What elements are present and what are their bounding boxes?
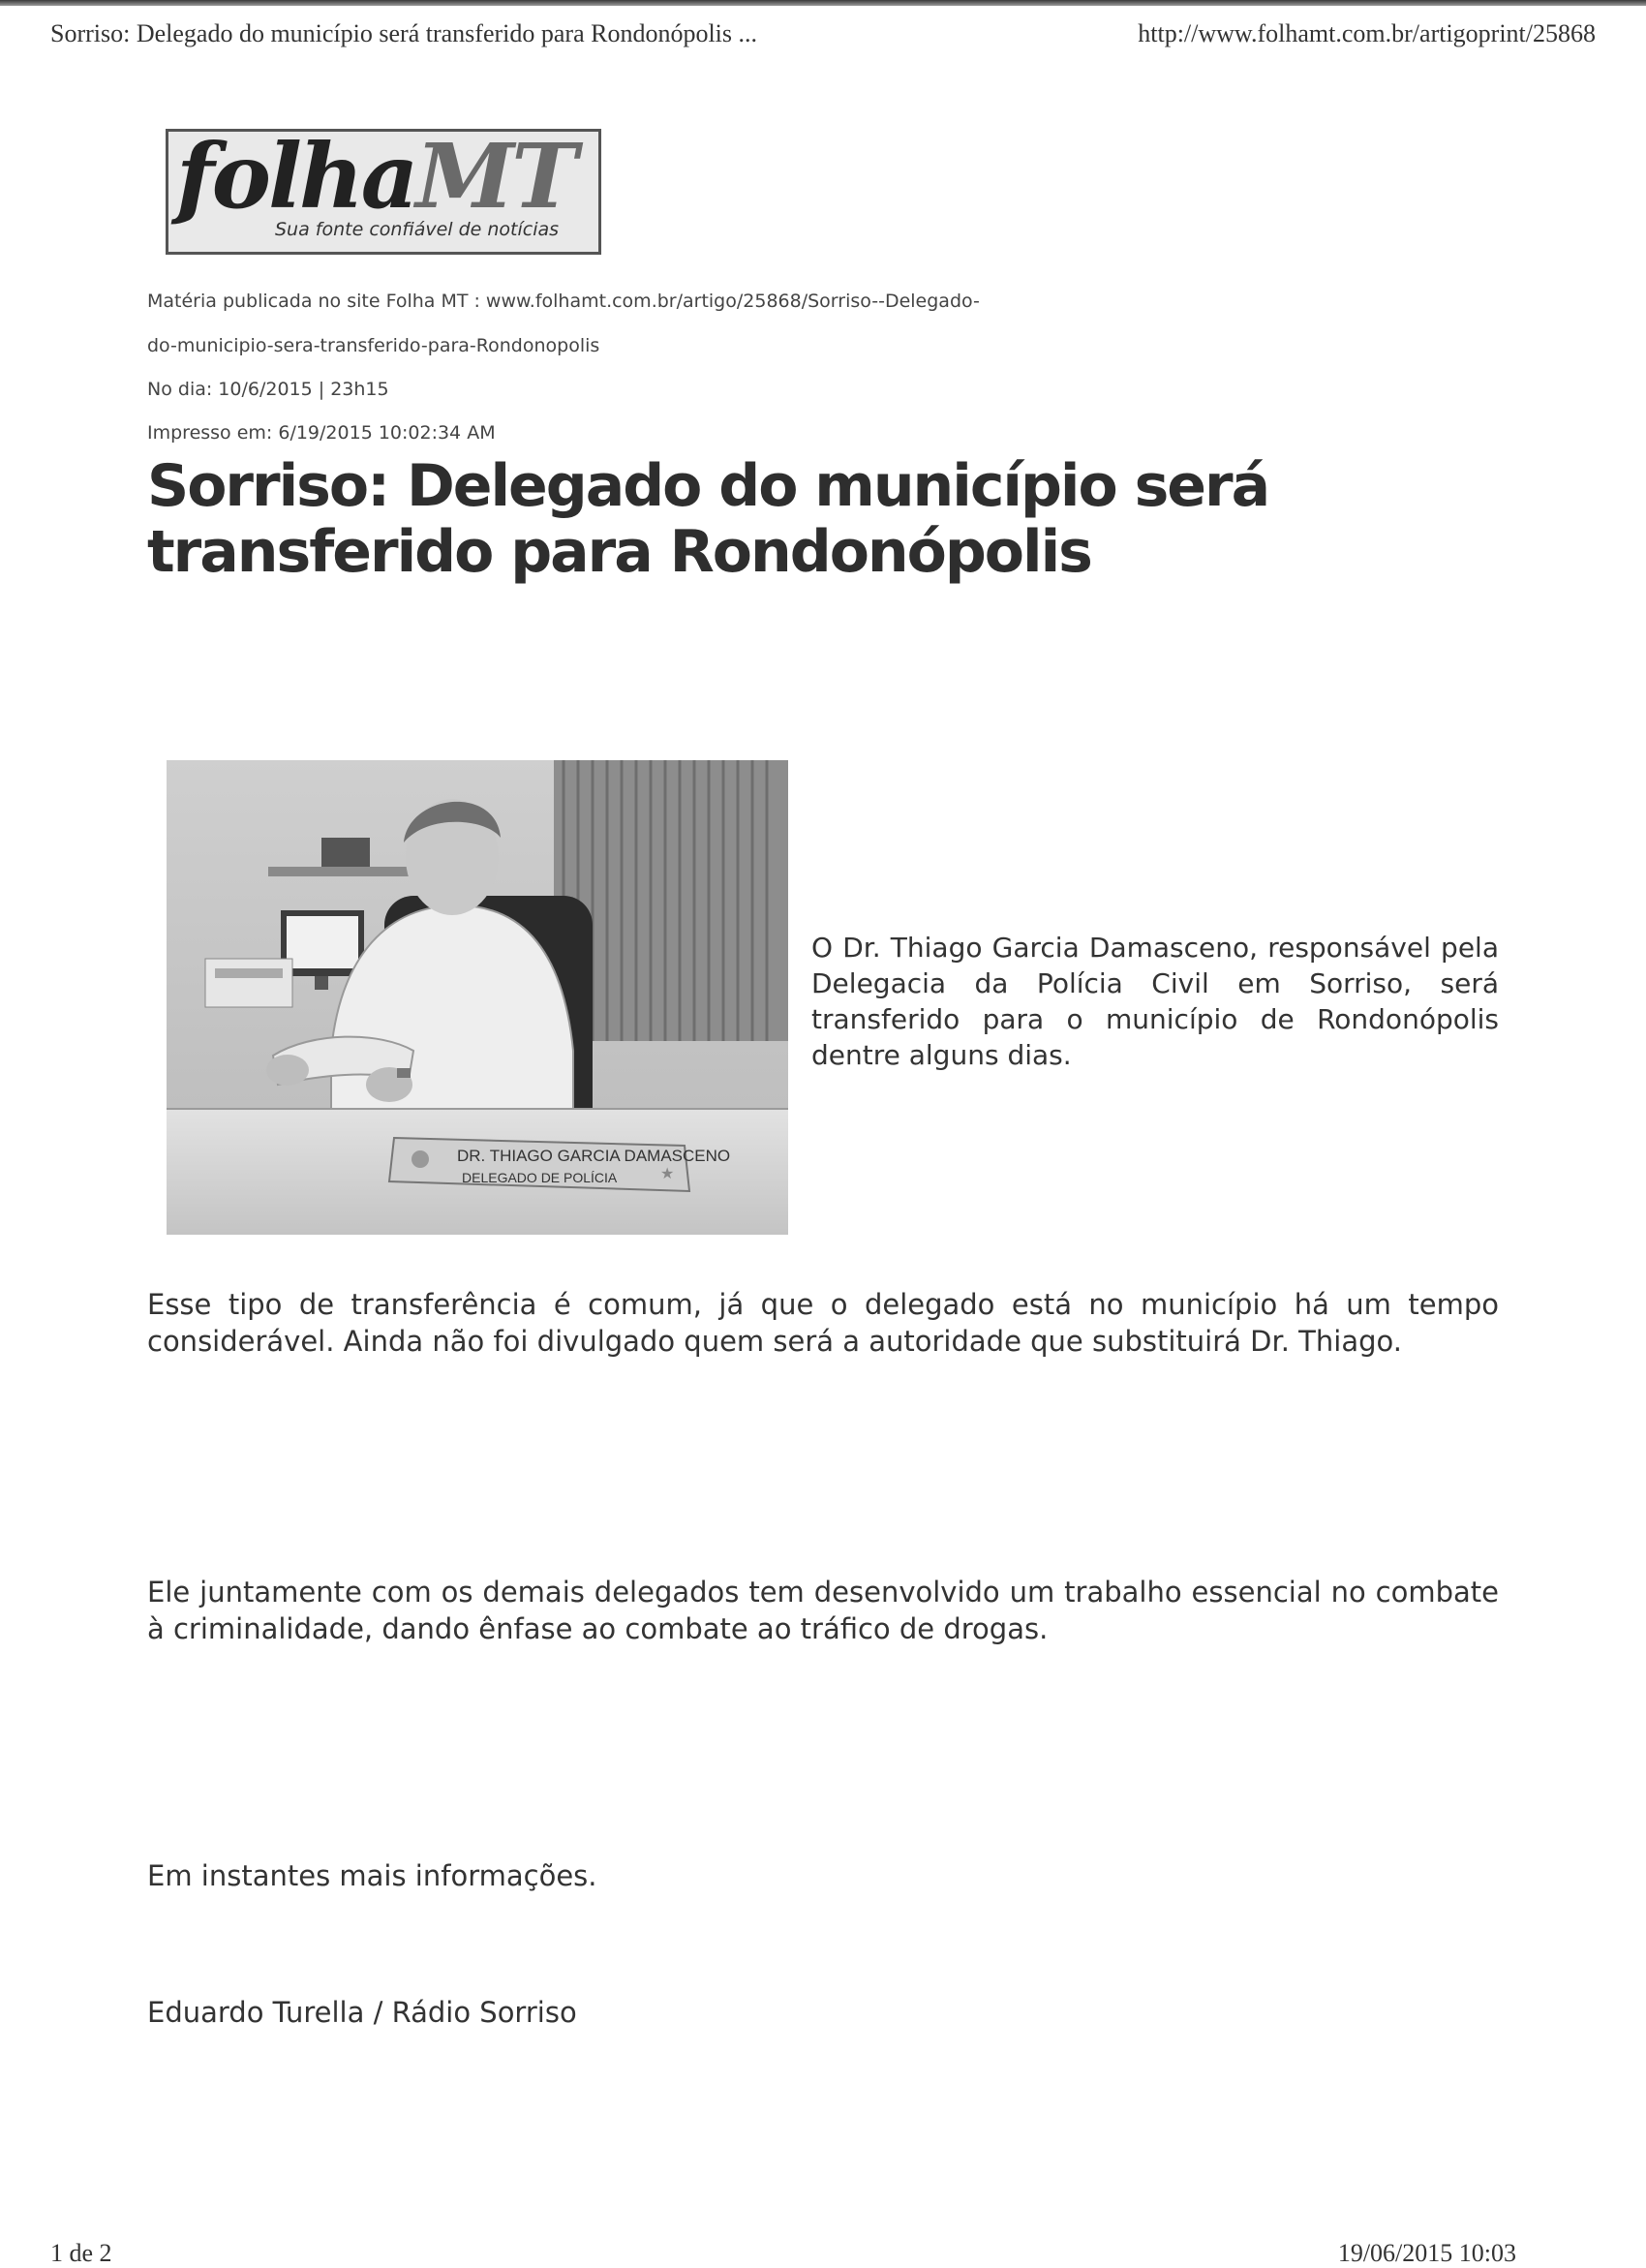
- print-header-title: Sorriso: Delegado do município será transferido para Rondonópolis ...: [50, 19, 758, 47]
- top-edge-bar: [0, 0, 1646, 6]
- article-photo: [167, 760, 788, 1235]
- article-paragraph-4: Em instantes mais informações.: [147, 1859, 597, 1892]
- logo-wordmark: [176, 124, 575, 229]
- nameplate-role: DELEGADO DE POLÍCIA: [462, 1170, 618, 1185]
- print-timestamp: 19/06/2015 10:03: [1337, 2239, 1516, 2267]
- svg-text:★: ★: [660, 1164, 675, 1182]
- logo-brand-main: folha: [176, 124, 416, 229]
- logo-brand-accent: MT: [415, 124, 575, 229]
- article-paragraph-3: Ele juntamente com os demais delegados tem desenvolvido um trabalho essencial no combate à criminalidade, dando ênfase ao combate ao tráfico de drogas.: [147, 1576, 1499, 1645]
- printed-date: Impresso em: 6/19/2015 10:02:34 AM: [147, 422, 496, 444]
- logo-tagline: Sua fonte confiável de notícias: [275, 219, 560, 240]
- article-byline: Eduardo Turella / Rádio Sorriso: [147, 1996, 577, 2029]
- article-headline: Sorriso: Delegado do município será transferido para Rondonópolis: [147, 452, 1269, 586]
- published-url-line-1: Matéria publicada no site Folha MT : www.folhamt.com.br/artigo/25868/Sorriso--Delegado-: [147, 291, 980, 312]
- nameplate-name: DR. THIAGO GARCIA DAMASCENO: [457, 1147, 731, 1165]
- print-page-number: 1 de 2: [50, 2239, 112, 2267]
- article-lead-paragraph: O Dr. Thiago Garcia Damasceno, responsável pela Delegacia da Polícia Civil em Sorriso, será transferido para o município de Rondonópolis dentre alguns dias.: [811, 932, 1499, 1071]
- print-header-url[interactable]: http://www.folhamt.com.br/artigoprint/25868: [1138, 19, 1596, 47]
- published-url-line-2: do-municipio-sera-transferido-para-Rondonopolis: [147, 335, 600, 356]
- article-paragraph-2: Esse tipo de transferência é comum, já que o delegado está no município há um tempo considerável. Ainda não foi divulgado quem será a autoridade que substituirá Dr. Thiago.: [147, 1288, 1499, 1358]
- folhamt-logo[interactable]: [166, 124, 601, 255]
- publish-date: No dia: 10/6/2015 | 23h15: [147, 379, 389, 400]
- photo-illustration: [167, 760, 788, 1235]
